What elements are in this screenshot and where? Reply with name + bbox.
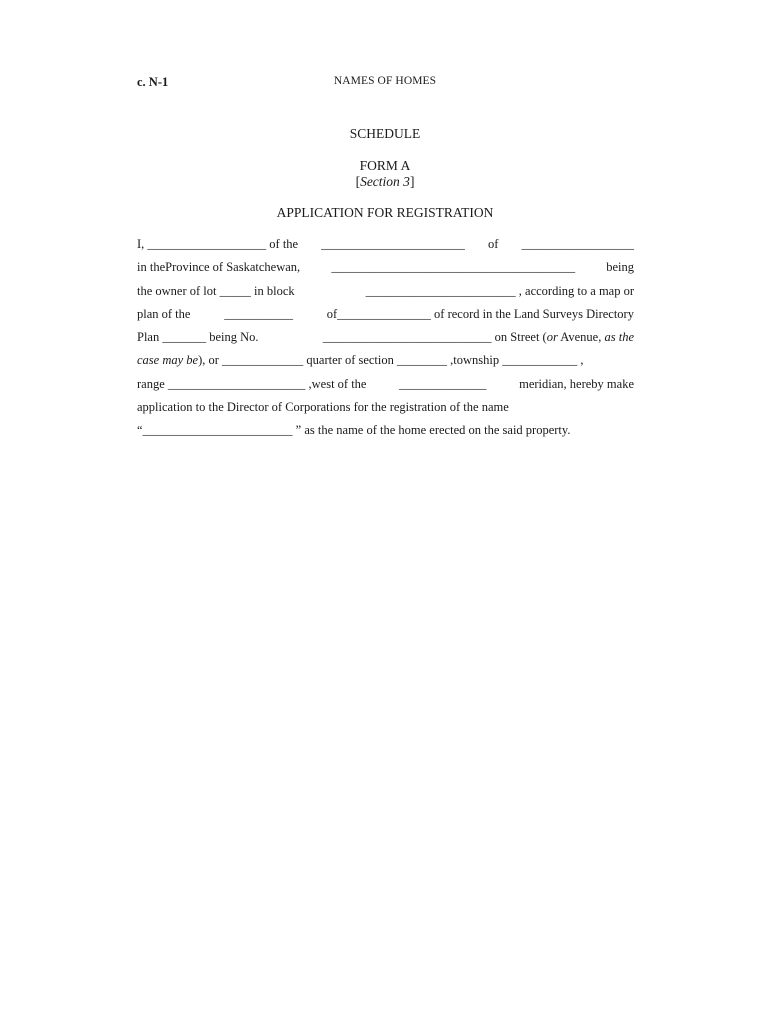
- of-text: of: [487, 237, 499, 251]
- occupation-blank: _______________________________________: [331, 260, 576, 275]
- section-bracket-close: ]: [409, 174, 415, 189]
- meridian-blank: ______________: [399, 376, 487, 391]
- street-blank: ___________________________ on Street (: [322, 330, 547, 345]
- plan-number-text: Plan _______ being No.: [137, 330, 259, 345]
- meridian-text: meridian, hereby make: [519, 376, 634, 391]
- running-title: NAMES OF HOMES: [333, 75, 437, 87]
- chapter-reference: c. N-1: [137, 75, 169, 89]
- form-line-2: [137, 256, 634, 279]
- form-heading: FORM A: [359, 158, 411, 173]
- form-line-9: [137, 419, 634, 442]
- avenue-text: Avenue,: [557, 330, 605, 345]
- home-name-text: “________________________ ” as the name of the home erected on the said property.: [137, 423, 571, 438]
- form-line-7: [137, 373, 634, 396]
- form-line-4: [137, 303, 634, 326]
- form-line-1: [137, 233, 634, 256]
- quarter-section-text: ), or _____________ quarter of section ________ ,township ____________ ,: [198, 353, 584, 368]
- application-form-body: [137, 233, 634, 443]
- province-text: in theProvince of Saskatchewan,: [137, 260, 301, 275]
- street-text: [323, 326, 634, 349]
- page-header: [0, 75, 770, 91]
- applicant-name-text: I, ___________________ of the: [137, 237, 299, 251]
- form-line-6: [137, 349, 634, 372]
- plan-text: plan of the: [137, 306, 191, 321]
- schedule-heading: SCHEDULE: [349, 126, 421, 141]
- section-bracket-open: [: [355, 174, 361, 189]
- locality-blank: _______________________: [321, 237, 465, 251]
- range-text: range ______________________ ,west of the: [137, 376, 367, 391]
- form-line-8: [137, 396, 634, 419]
- application-heading: APPLICATION FOR REGISTRATION: [276, 205, 494, 220]
- plan-blank: ___________: [224, 306, 293, 321]
- lot-text: the owner of lot _____ in block: [137, 283, 295, 298]
- being-text: being: [606, 260, 634, 275]
- application-text: application to the Director of Corporations for the registration of the name: [137, 400, 509, 415]
- form-line-3: [137, 280, 634, 303]
- section-number: Section 3: [360, 174, 410, 189]
- as-the-italic: as the: [604, 330, 634, 345]
- block-text: ________________________ , according to a map or: [365, 283, 634, 298]
- municipality-blank: __________________: [521, 237, 634, 251]
- case-may-be-italic: case may be: [137, 353, 199, 368]
- or-italic: or: [546, 330, 558, 345]
- form-line-5: [137, 326, 634, 349]
- section-reference: [0, 174, 770, 190]
- record-text: of_______________ of record in the Land Surveys Directory: [326, 306, 634, 321]
